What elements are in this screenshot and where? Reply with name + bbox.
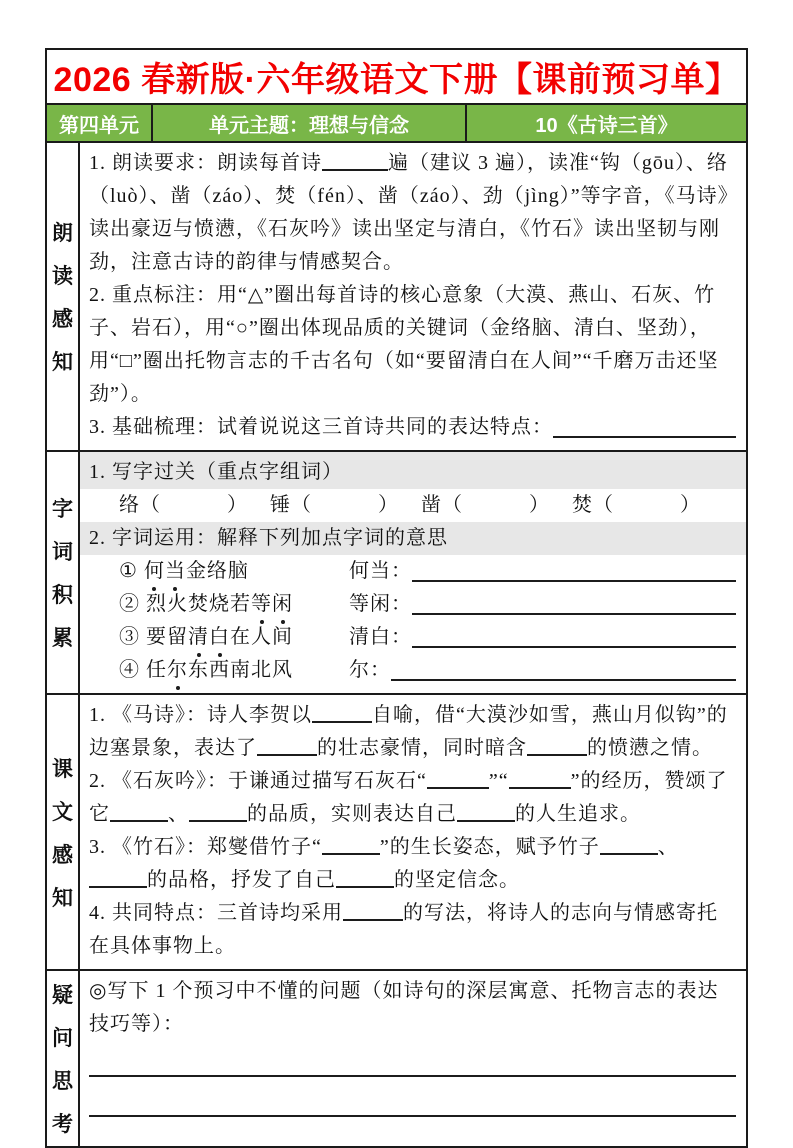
section-words-accumulation — [47, 452, 746, 695]
text: 自喻，借“大漠沙如雪，燕山月似钩”的边塞景象，表达了 — [89, 704, 728, 759]
paragraph — [89, 555, 736, 588]
fill-in-blank — [322, 837, 380, 855]
dot-emphasized-text: 尔 — [167, 659, 188, 681]
fill-in-blank — [189, 804, 247, 822]
text: ） — [378, 494, 399, 516]
fill-in-blank — [89, 870, 147, 888]
text: 锤（ — [270, 494, 312, 516]
fill-in-blank — [509, 771, 571, 789]
text: ◎写下 1 个预习中不懂的问题（如诗句的深层寓意、托物言志的表达技巧等）： — [89, 980, 719, 1035]
fill-in-blank — [257, 738, 317, 756]
text: 、 — [657, 836, 679, 858]
label-char: 累 — [52, 626, 73, 650]
text: ”的经历，赞颂了它 — [89, 770, 728, 825]
label-char: 积 — [52, 583, 73, 607]
text: ） — [227, 494, 248, 516]
text: ③ 要留 — [119, 626, 188, 648]
fill-in-blank — [391, 679, 736, 681]
dot-emphasized-text: 等闲 — [251, 593, 293, 615]
text: 的品质，实则表达自己 — [247, 803, 457, 825]
section-content — [80, 971, 746, 1146]
dot-emphasized-text: 何当 — [144, 560, 186, 582]
text: 的人生追求。 — [515, 803, 641, 825]
text: ） — [529, 494, 550, 516]
label-char: 疑 — [52, 983, 73, 1007]
phrase — [119, 654, 349, 687]
paragraph — [80, 452, 746, 489]
paragraph — [89, 621, 736, 654]
unit-number: 第四单元 — [47, 105, 153, 141]
paragraph — [89, 975, 736, 1041]
sections-container — [47, 143, 746, 1146]
text: 金络脑 — [185, 560, 249, 582]
paragraph — [89, 897, 736, 963]
fill-in-blank — [600, 837, 658, 855]
text: 3. 《竹石》：郑燮借竹子“ — [89, 836, 322, 858]
label-char: 课 — [52, 756, 73, 781]
fill-in-blank — [89, 1115, 736, 1117]
paragraph — [80, 522, 746, 555]
unit-theme: 单元主题：理想与信念 — [153, 105, 467, 141]
fill-in-blank — [343, 903, 403, 921]
phrase — [119, 555, 349, 588]
text: 的写法，将诗人的志向与情感寄托在具体事物上。 — [89, 902, 718, 957]
section-content — [80, 143, 746, 450]
fill-in-blank — [553, 436, 736, 438]
label-char: 读 — [52, 264, 73, 288]
paragraph — [89, 765, 736, 831]
section-question-thinking — [47, 971, 746, 1146]
text: 在人间 — [230, 626, 293, 648]
text: 的品格，抒发了自己 — [147, 869, 336, 891]
fill-in-blank — [322, 153, 388, 171]
fill-in-blank — [89, 1075, 736, 1077]
paragraph — [89, 147, 736, 279]
label-char: 感 — [52, 842, 73, 867]
phrase — [119, 588, 349, 621]
section-content — [80, 695, 746, 969]
label-char: 词 — [52, 540, 73, 564]
text: ”“ — [488, 770, 509, 792]
paragraph — [89, 411, 736, 444]
fill-in-blank — [427, 771, 489, 789]
fill-in-blank — [412, 646, 736, 648]
text: 2. 字词运用：解释下列加点字词的意思 — [89, 527, 448, 549]
text: ”的生长姿态，赋予竹子 — [379, 836, 600, 858]
fill-in-blank — [527, 738, 587, 756]
section-content — [80, 452, 746, 693]
text: 3. 基础梳理：试着说说这三首诗共同的表达特点： — [89, 416, 553, 438]
text: 的坚定信念。 — [394, 869, 520, 891]
page-title: 2026 春新版·六年级语文下册【课前预习单】 — [47, 50, 746, 105]
text: 的壮志豪情，同时暗含 — [317, 737, 527, 759]
text: ② 烈火焚烧若 — [119, 593, 251, 615]
fill-in-blank — [457, 804, 515, 822]
paragraph — [89, 489, 736, 522]
section-text-comprehension — [47, 695, 746, 971]
text: 清白： — [349, 626, 412, 648]
lesson-title: 10《古诗三首》 — [535, 114, 678, 137]
text: 东西南北风 — [188, 659, 293, 681]
fill-in-blank — [110, 804, 168, 822]
label-char: 朗 — [52, 221, 73, 245]
text: 凿（ — [421, 494, 463, 516]
section-read-aloud-perception — [47, 143, 746, 452]
section-label — [47, 695, 80, 969]
fill-in-blank — [312, 705, 372, 723]
text: 1. 朗读要求：朗读每首诗 — [89, 152, 322, 174]
label-char: 知 — [52, 350, 73, 374]
label-char: 文 — [52, 799, 73, 824]
text: 4. 共同特点：三首诗均采用 — [89, 902, 343, 924]
fill-in-blank — [412, 580, 736, 582]
text: 等闲： — [349, 593, 412, 615]
paragraph — [89, 1081, 736, 1121]
text: ④ 任 — [119, 659, 167, 681]
fill-in-blank — [412, 613, 736, 615]
text: 2. 《石灰吟》：于谦通过描写石灰石“ — [89, 770, 427, 792]
label-char: 思 — [52, 1069, 73, 1093]
worksheet-table — [45, 48, 748, 1148]
paragraph — [89, 699, 736, 765]
text: 尔： — [349, 659, 391, 681]
label-char: 知 — [52, 885, 73, 910]
text: 遍（建议 3 遍），读准“钩（gōu）、络（luò）、凿（záo）、焚（fén）、凿（záo）、劲（jìng）”等字音，《马诗》读出豪迈与愤懑，《石灰吟》读出坚定与清白，《竹石》读出坚韧与刚劲，注意古诗的韵律与情感契合。 — [89, 152, 729, 273]
text: 的愤懑之情。 — [587, 737, 713, 759]
section-label — [47, 971, 80, 1146]
label-char: 感 — [52, 307, 73, 331]
label-char: 问 — [52, 1026, 73, 1050]
section-label — [47, 452, 80, 693]
label-char: 考 — [52, 1112, 73, 1136]
unit-info-bar — [47, 105, 746, 143]
dot-emphasized-text: 清白 — [188, 626, 230, 648]
paragraph — [89, 588, 736, 621]
text: 2. 重点标注：用“△”圈出每首诗的核心意象（大漠、燕山、石灰、竹子、岩石），用“○”圈出体现品质的关键词（金络脑、清白、坚劲），用“□”圈出托物言志的千古名句（如“要留清白在人间”“千磨万击还坚劲”）。 — [89, 284, 719, 405]
phrase — [119, 621, 349, 654]
paragraph — [89, 831, 736, 897]
text: 焚（ — [572, 494, 614, 516]
text: 何当： — [349, 560, 412, 582]
paragraph — [89, 1041, 736, 1081]
text: 1. 写字过关（重点字组词） — [89, 461, 343, 483]
paragraph — [89, 654, 736, 687]
paragraph — [89, 279, 736, 411]
text: ① — [119, 560, 144, 582]
text: 、 — [168, 803, 189, 825]
text: ） — [680, 494, 701, 516]
text: 络（ — [119, 494, 161, 516]
section-label — [47, 143, 80, 450]
text: 1. 《马诗》：诗人李贺以 — [89, 704, 312, 726]
fill-in-blank — [336, 870, 394, 888]
label-char: 字 — [52, 497, 73, 521]
